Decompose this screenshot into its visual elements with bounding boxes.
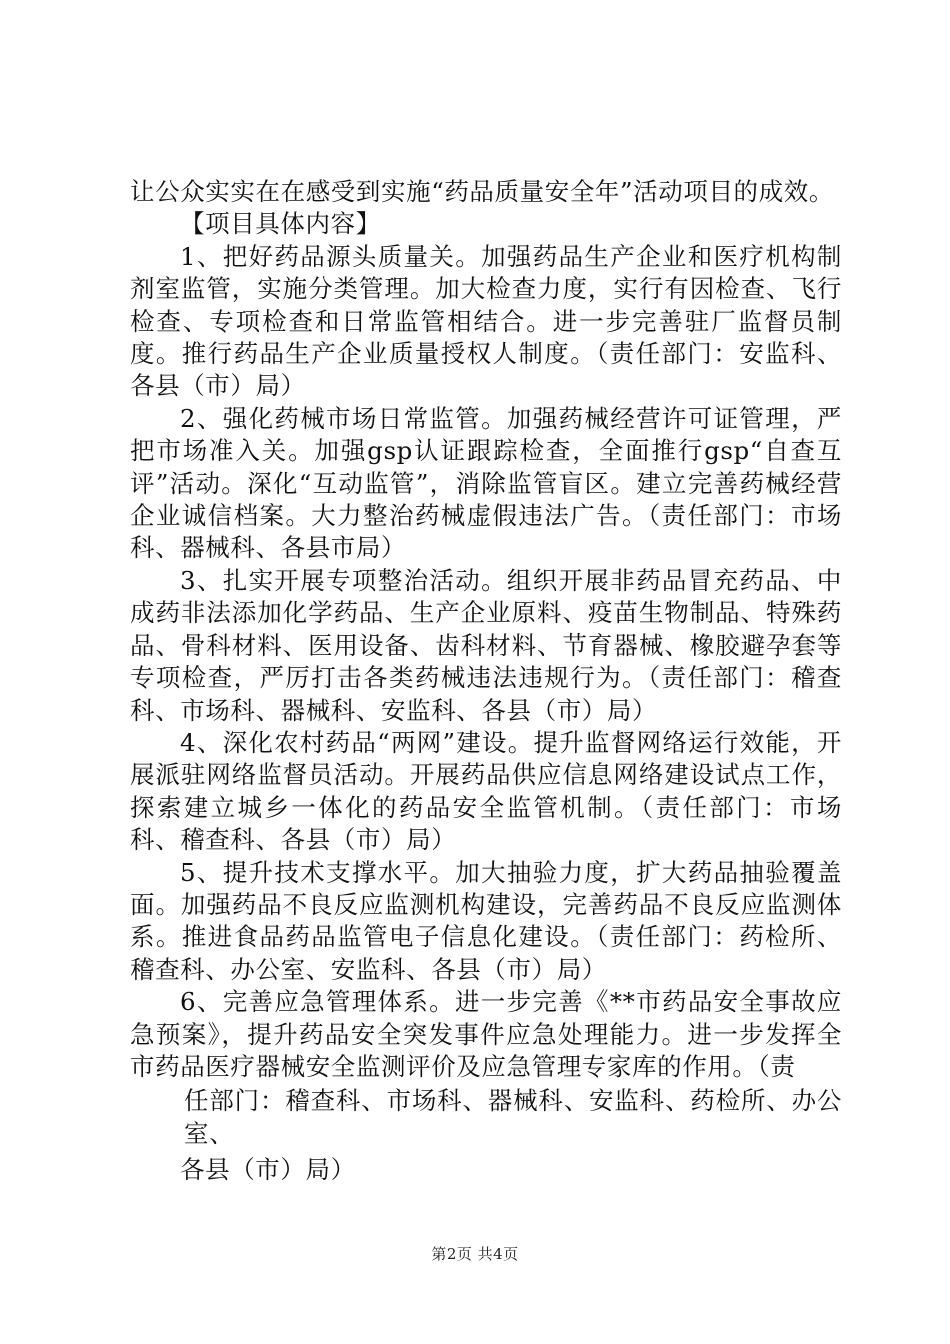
item-paragraph-1: 1、把好药品源头质量关。加强药品生产企业和医疗机构制剂室监管，实施分类管理。加大检查力度，实行有因检查、飞行检查、专项检查和日常监管相结合。进一步完善驻厂监督员制度。推行药品生产企业质量授权人制度。（责任部门：安监科、各县（市）局） xyxy=(130,241,842,401)
item-paragraph-2: 2、强化药械市场日常监管。加强药械经营许可证管理，严把市场准入关。加强gsp认证跟踪检查，全面推行gsp“自查互评”活动。深化“互动监管”，消除监管盲区。建立完善药械经营企业诚信档案。大力整治药械虚假违法广告。（责任部门：市场科、器械科、各县市局） xyxy=(130,403,842,563)
item-6-last-line: 各县（市）局） xyxy=(180,1155,356,1185)
item-paragraph-6: 6、完善应急管理体系。进一步完善《**市药品安全事故应急预案》，提升药品安全突发事件应急处理能力。进一步发挥全市药品医疗器械安全监测评价及应急管理专家库的作用。（责 xyxy=(130,987,842,1081)
item-paragraph-3: 3、扎实开展专项整治活动。组织开展非药品冒充药品、中成药非法添加化学药品、生产企业原料、疫苗生物制品、特殊药品、骨科材料、医用设备、齿科材料、节育器械、橡胶避孕套等专项检查，严厉打击各类药械违法违规行为。（责任部门：稽查科、市场科、器械科、安监科、各县（市）局） xyxy=(130,565,842,725)
item-paragraph-5: 5、提升技术支撑水平。加大抽验力度，扩大药品抽验覆盖面。加强药品不良反应监测机构建设，完善药品不良反应监测体系。推进食品药品监管电子信息化建设。（责任部门：药检所、稽查科、办公室、安监科、各县（市）局） xyxy=(130,857,842,984)
page-number: 第2页 共4页 xyxy=(431,1245,519,1263)
page-footer xyxy=(0,1244,950,1264)
document-body xyxy=(130,176,842,1187)
item-paragraph-4: 4、深化农村药品“两网”建设。提升监督网络运行效能，开展派驻网络监督员活动。开展药品供应信息网络建设试点工作，探索建立城乡一体化的药品安全监管机制。（责任部门：市场科、稽查科、各县（市）局） xyxy=(130,727,842,855)
section-heading: 【项目具体内容】 xyxy=(180,209,381,239)
intro-paragraph-tail: 让公众实实在在感受到实施“药品质量安全年”活动项目的成效。 xyxy=(130,177,834,206)
item-6-continuation: 任部门：稽查科、市场科、器械科、安监科、药检所、办公室、 xyxy=(184,1086,842,1148)
